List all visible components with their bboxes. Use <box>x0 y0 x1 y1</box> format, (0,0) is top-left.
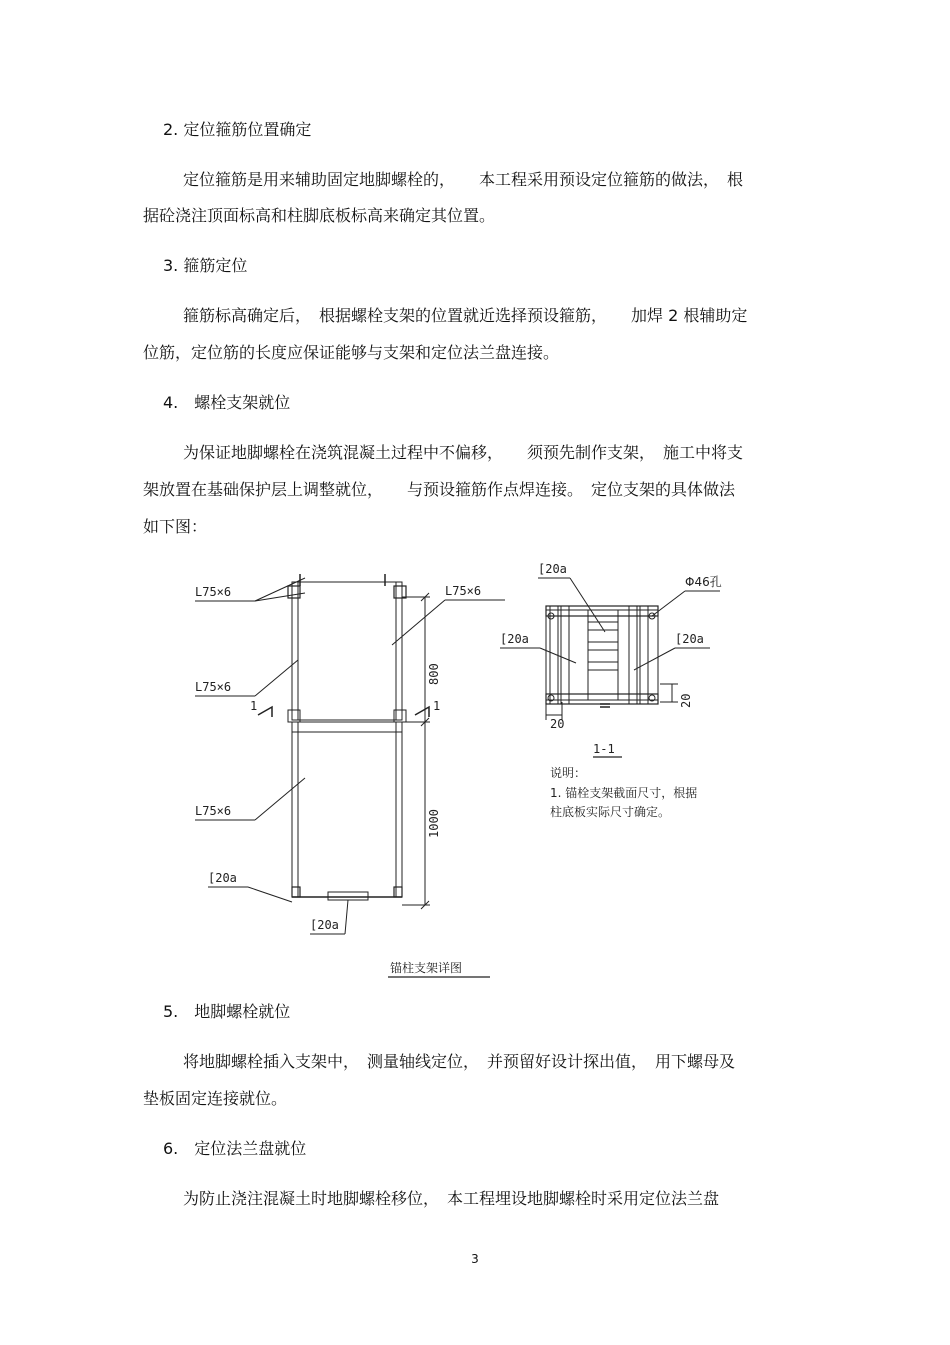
paragraph-line: 定位箍筋是用来辅助固定地脚螺栓的， 本工程采用预设定位箍筋的做法， 根 <box>183 170 744 189</box>
paragraph-line: 为保证地脚螺栓在浇筑混凝土过程中不偏移， 须预先制作支架， 施工中将支 <box>183 443 744 462</box>
section-1-1-plan <box>546 610 658 700</box>
upper-frame <box>292 582 402 720</box>
lower-frame <box>292 722 402 897</box>
paragraph-line: 箍筋标高确定后， 根据螺栓支架的位置就近选择预设箍筋， 加焊 2 根辅助定 <box>183 306 748 325</box>
paragraph-line: 为防止浇注混凝土时地脚螺栓移位， 本工程埋设地脚螺栓时采用定位法兰盘 <box>183 1189 720 1208</box>
paragraph-line: 位筋，定位筋的长度应保证能够与支架和定位法兰盘连接。 <box>143 343 560 362</box>
drawing-caption: 锚柱支架详图 <box>390 961 463 975</box>
label-channel-steel: [20a <box>310 918 339 932</box>
paragraph-line: 如下图： <box>143 517 208 536</box>
label-angle-steel: L75×6 <box>195 804 232 818</box>
section-mark: 1 <box>250 699 258 713</box>
paragraph-line: 垫板固定连接就位。 <box>143 1089 288 1108</box>
section-title: 1-1 <box>593 742 615 756</box>
label-angle-steel: L75×6 <box>195 680 232 694</box>
dimension-20: 20 <box>679 693 693 708</box>
label-channel-steel: [20a <box>538 562 567 576</box>
page-number: 3 <box>471 1252 479 1266</box>
heading-section-6: 6. 定位法兰盘就位 <box>163 1139 307 1158</box>
label-hole: Φ46孔 <box>685 575 722 589</box>
dimension-20: 20 <box>550 717 565 731</box>
paragraph-line: 架放置在基础保护层上调整就位， 与预设箍筋作点焊连接。 定位支架的具体做法 <box>143 480 736 499</box>
heading-section-3: 3. 箍筋定位 <box>163 256 248 275</box>
heading-section-5: 5. 地脚螺栓就位 <box>163 1002 291 1021</box>
note-line: 1. 锚栓支架截面尺寸，根据 <box>550 786 698 800</box>
label-angle-steel: L75×6 <box>195 585 232 599</box>
heading-section-4: 4. 螺栓支架就位 <box>163 393 291 412</box>
label-channel-steel: [20a <box>500 632 529 646</box>
dimension-800: 800 <box>427 663 441 685</box>
label-channel-steel: [20a <box>675 632 704 646</box>
dimension-1000: 1000 <box>427 809 441 838</box>
note-title: 说明： <box>550 766 587 780</box>
heading-section-2: 2. 定位箍筋位置确定 <box>163 120 312 139</box>
anchor-bracket-svg <box>180 560 760 985</box>
paragraph-line: 将地脚螺栓插入支架中， 测量轴线定位， 并预留好设计探出值， 用下螺母及 <box>183 1052 736 1071</box>
label-angle-steel: L75×6 <box>445 584 482 598</box>
paragraph-line: 据砼浇注顶面标高和柱脚底板标高来确定其位置。 <box>143 206 496 225</box>
anchor-bracket-drawing <box>180 560 760 985</box>
note-line: 柱底板实际尺寸确定。 <box>550 805 671 819</box>
section-mark: 1 <box>433 699 441 713</box>
label-channel-steel: [20a <box>208 871 237 885</box>
